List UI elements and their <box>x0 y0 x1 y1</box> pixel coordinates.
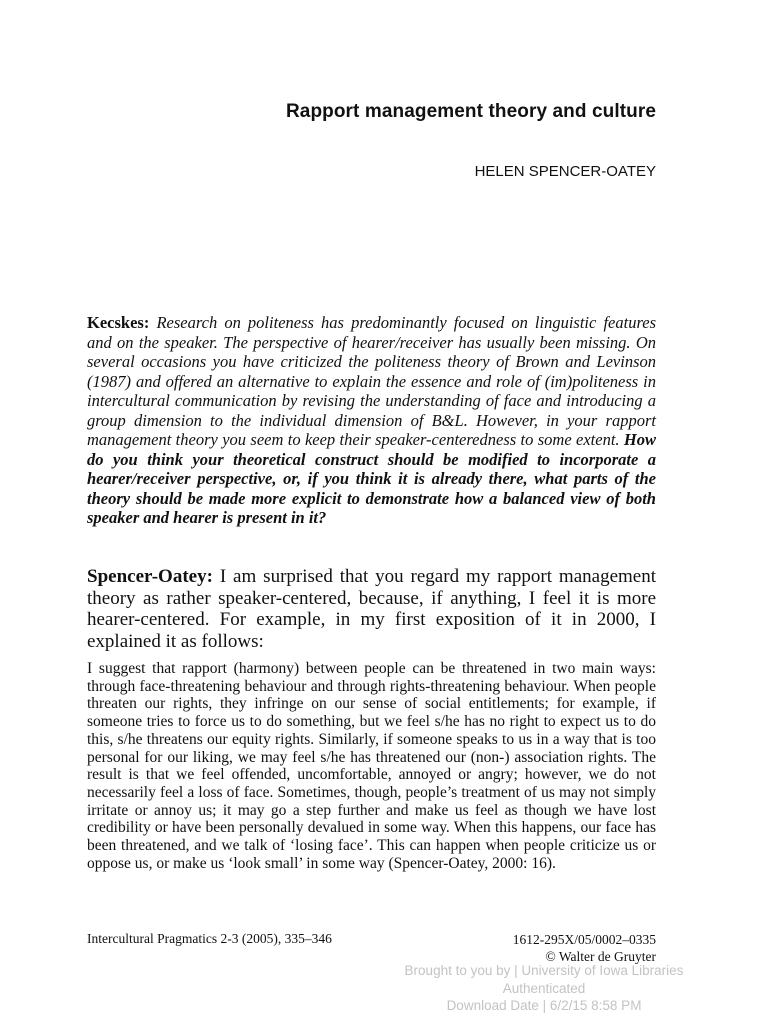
answer-speaker: Spencer-Oatey: <box>87 566 213 587</box>
download-watermark <box>392 962 696 1015</box>
interview-question <box>87 313 656 528</box>
question-emphasis: How do you think your theoretical construct should be modified to incorporate a hearer/receiver perspective, or, if you think it is already there, what parts of the theory should be made more explicit to demonstrate how a balanced view of both speaker and hearer is present in it? <box>87 430 656 527</box>
watermark-line-3: Download Date | 6/2/15 8:58 PM <box>446 998 642 1013</box>
answer-text: I am surprised that you regard my rapport management theory as rather speaker-centered, because, if anything, I feel it is more hearer-centered. For example, in my first exposition of it in 2000, I explained it as follows: <box>87 566 656 652</box>
journal-citation: Intercultural Pragmatics 2-3 (2005), 335–346 <box>87 931 332 946</box>
interview-answer <box>87 566 656 652</box>
question-text: Research on politeness has predominantly focused on linguistic features and on the speaker. The perspective of hearer/receiver has usually been missing. On several occasions you have criticized the politeness theory of Brown and Levinson (1987) and offered an alternative to explain the essence and role of (im)politeness in intercultural communication by revising the understanding of face and introducing a group dimension to the individual dimension of B&L. However, in your rapport management theory you seem to keep their speaker-centeredness to some extent. <box>87 313 656 449</box>
block-quote: I suggest that rapport (harmony) between people can be threatened in two main ways: through face-threatening behaviour and through rights-threatening behaviour. When people threaten our rights, they infringe on our sense of social entitlements; for example, if someone tries to force us to do something, but we feel s/he has no right to expect us to do this, s/he threatens our equity rights. Similarly, if someone speaks to us in a way that is too personal for our liking, we may feel s/he has threatened our (non-) association rights. The result is that we feel offended, uncomfortable, annoyed or angry; however, we do not necessarily feel a loss of face. Sometimes, though, people’s treatment of us may not simply irritate or annoy us; it may go a step further and make us feel as though we have lost credibility or have been personally devalued in some way. When this happens, our face has been threatened, and we talk of ‘losing face’. This can happen when people criticize us or oppose us, or make us ‘look small’ in some way (Spencer-Oatey, 2000: 16). <box>87 660 656 872</box>
watermark-line-2: Authenticated <box>502 980 586 996</box>
article-title: Rapport management theory and culture <box>285 101 656 122</box>
publication-info <box>513 931 656 965</box>
watermark-line-1: Brought to you by | University of Iowa Libraries <box>404 963 684 978</box>
issn-code: 1612-295X/05/0002–0335 <box>512 932 656 947</box>
article-author: HELEN SPENCER-OATEY <box>474 163 656 180</box>
publisher-copyright: © Walter de Gruyter <box>545 949 656 964</box>
question-speaker: Kecskes: <box>87 313 150 332</box>
